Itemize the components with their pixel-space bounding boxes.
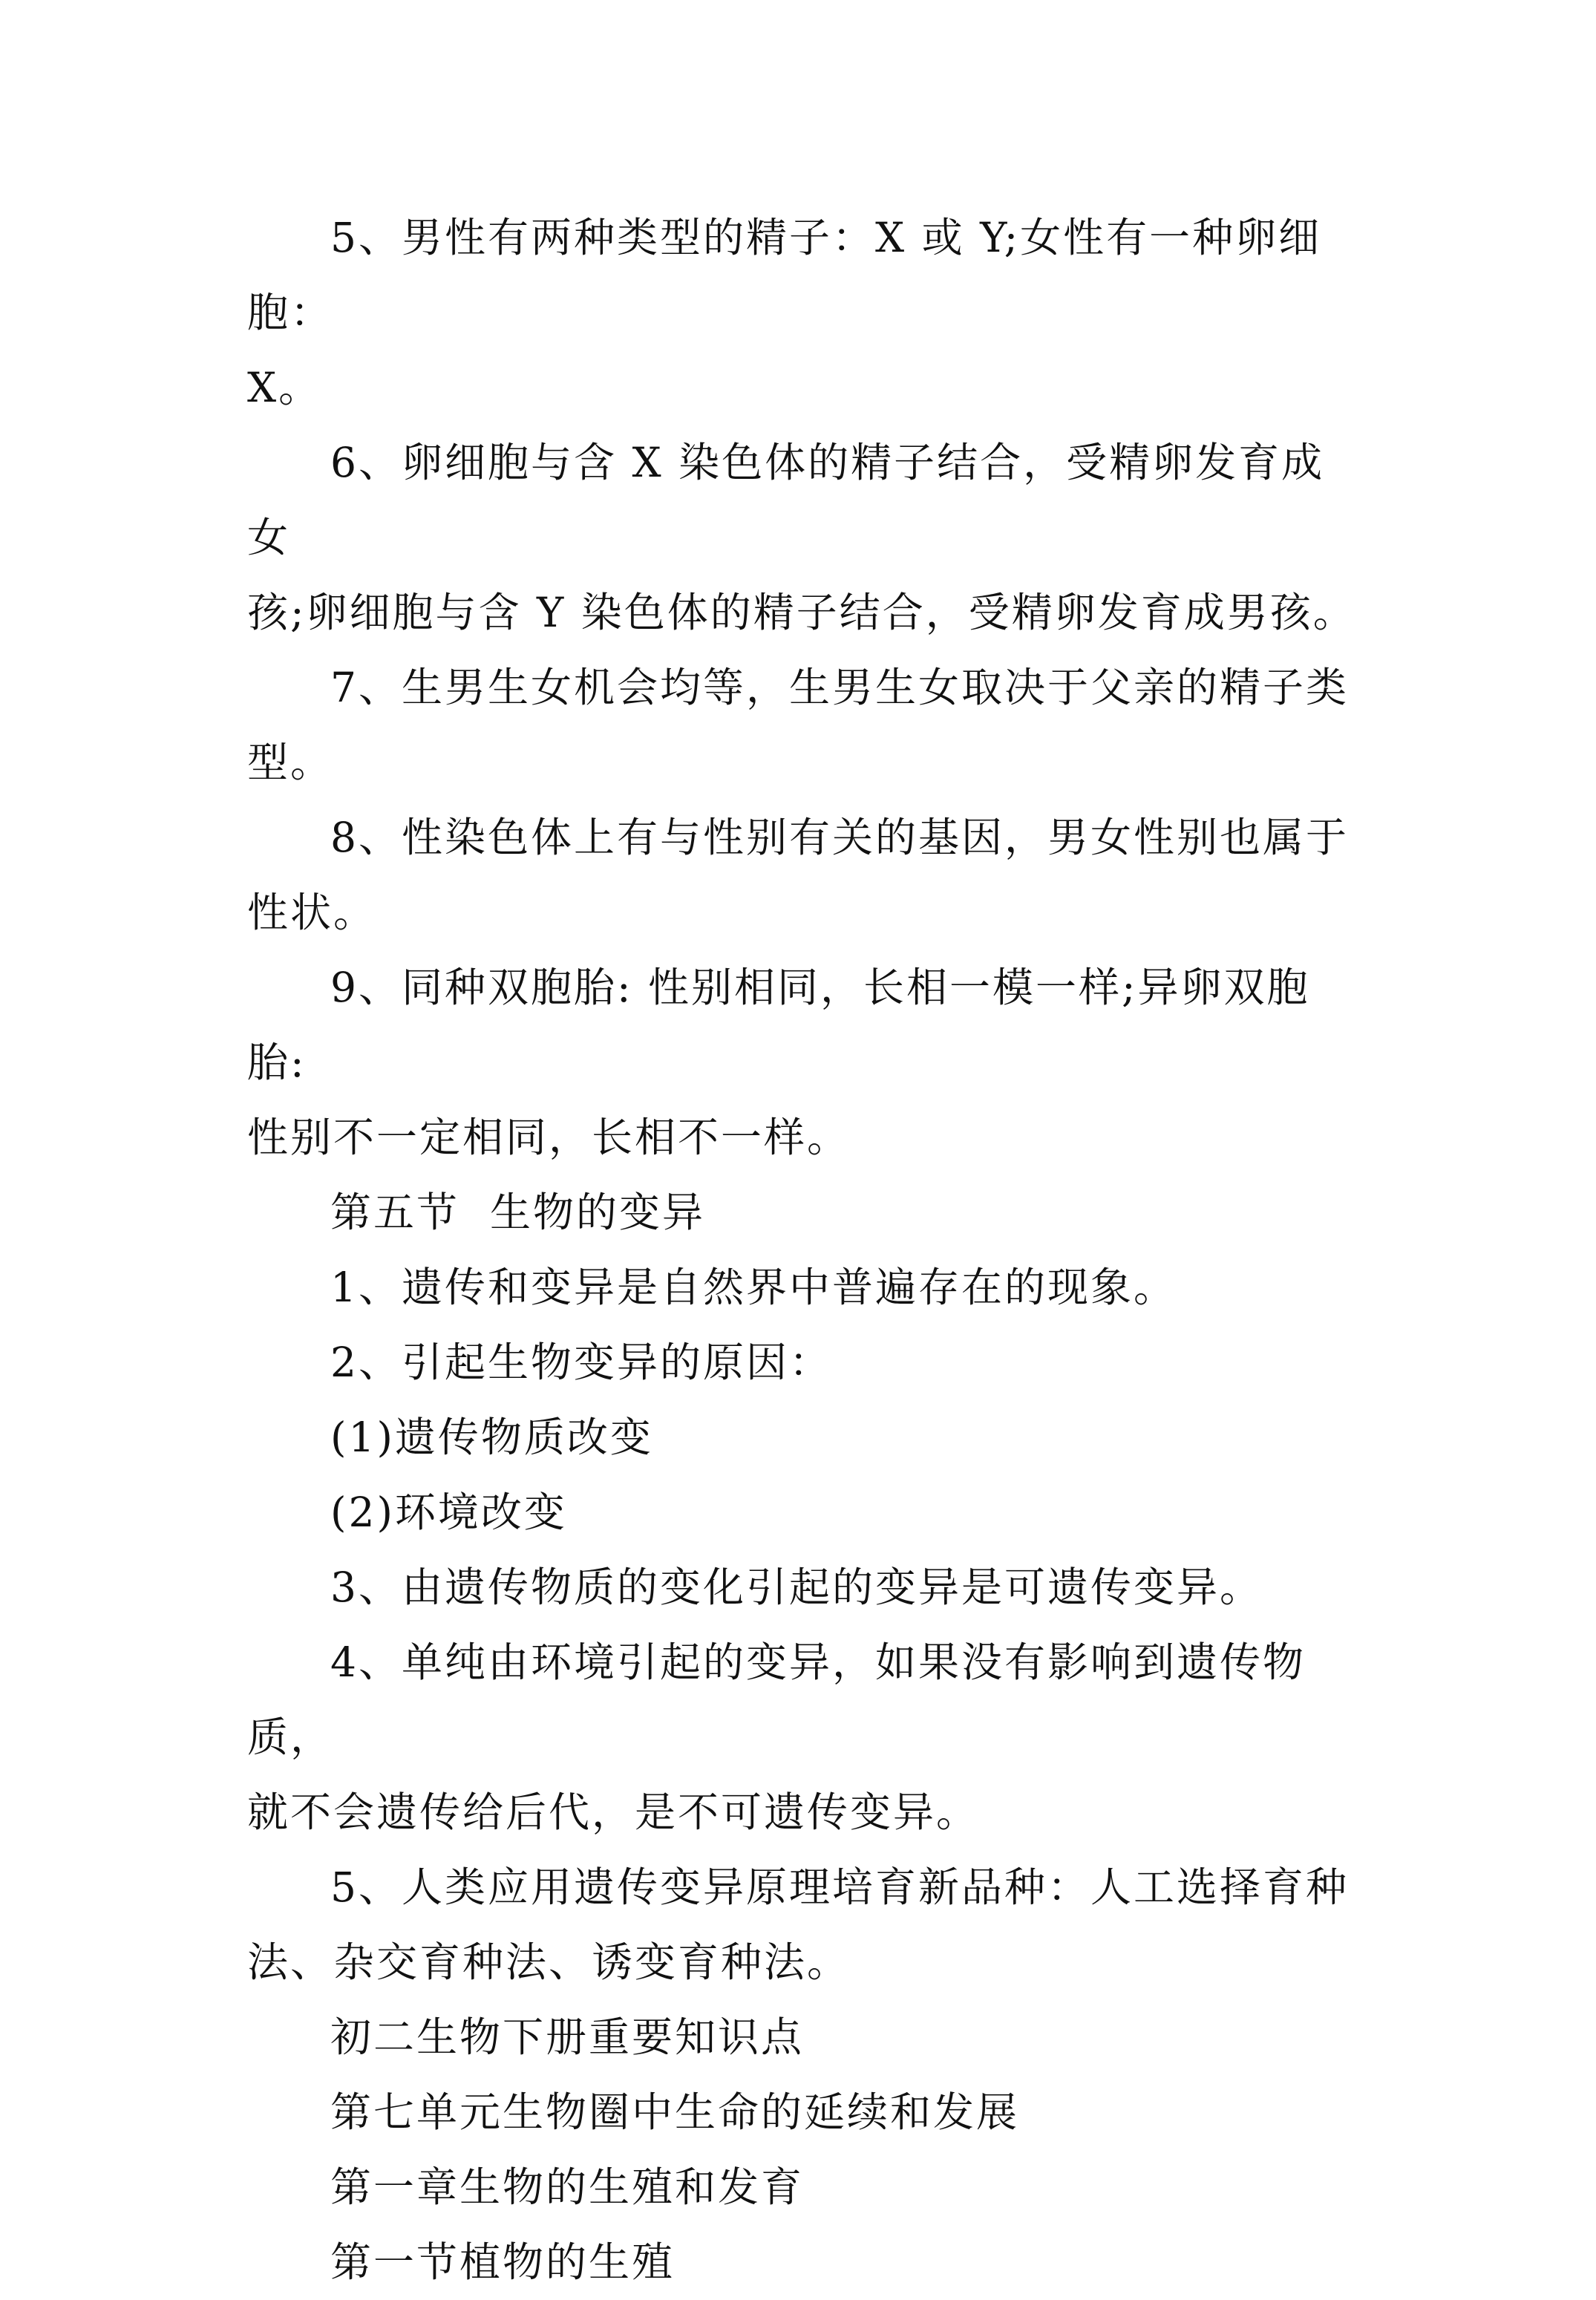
document-body (247, 200, 1361, 2300)
text-line: 5、男性有两种类型的精子：X 或 Y;女性有一种卵细胞： (247, 214, 1322, 336)
text-line: 6、卵细胞与含 X 染色体的精子结合，受精卵发育成女 (247, 439, 1325, 561)
text-line: 5、人类应用遗传变异原理培育新品种：人工选择育种 (330, 1863, 1349, 1911)
text-line: 第一章生物的生殖和发育 (330, 2163, 805, 2211)
paragraph (247, 2075, 1361, 2150)
text-line: 2、引起生物变异的原因： (330, 1339, 832, 1386)
paragraph (247, 2225, 1361, 2300)
paragraph (247, 1550, 1361, 1625)
paragraph (247, 1175, 1361, 1250)
text-line: 第一节植物的生殖 (330, 2238, 676, 2286)
paragraph (247, 800, 1361, 950)
paragraph (247, 1250, 1361, 1325)
text-line: (1)遗传物质改变 (330, 1414, 653, 1461)
paragraph (247, 1625, 1361, 1850)
text-line: 1、遗传和变异是自然界中普遍存在的现象。 (330, 1264, 1177, 1311)
text-line: 法、杂交育种法、诱变育种法。 (247, 1938, 851, 1986)
text-line: 型。 (247, 739, 334, 786)
text-line: (2)环境改变 (330, 1489, 567, 1536)
text-line: 3、由遗传物质的变化引起的变异是可遗传变异。 (330, 1564, 1263, 1611)
text-line: 就不会遗传给后代，是不可遗传变异。 (247, 1788, 980, 1836)
text-line: 孩;卵细胞与含 Y 染色体的精子结合，受精卵发育成男孩。 (247, 589, 1356, 636)
text-line: 8、性染色体上有与性别有关的基因，男女性别也属于 (330, 814, 1349, 861)
text-line: 4、单纯由环境引起的变异，如果没有影响到遗传物质， (247, 1639, 1306, 1761)
text-line: 性别不一定相同，长相不一样。 (247, 1114, 851, 1161)
paragraph (247, 1475, 1361, 1550)
text-line: X。 (247, 364, 322, 411)
paragraph (247, 200, 1361, 425)
text-line: 性状。 (247, 889, 377, 936)
paragraph (247, 1400, 1361, 1475)
paragraph (247, 950, 1361, 1175)
paragraph (247, 425, 1361, 650)
text-line: 9、同种双胞胎: 性别相同，长相一模一样;异卵双胞胎: (247, 964, 1310, 1086)
text-line: 初二生物下册重要知识点 (330, 2013, 805, 2061)
text-line: 第五节 生物的变异 (330, 1189, 705, 1236)
text-line: 第七单元生物圈中生命的延续和发展 (330, 2088, 1020, 2136)
text-line: 7、生男生女机会均等，生男生女取决于父亲的精子类 (330, 664, 1349, 711)
paragraph (247, 2150, 1361, 2225)
paragraph (247, 650, 1361, 800)
paragraph (247, 1850, 1361, 2000)
paragraph (247, 1325, 1361, 1400)
paragraph (247, 2000, 1361, 2075)
